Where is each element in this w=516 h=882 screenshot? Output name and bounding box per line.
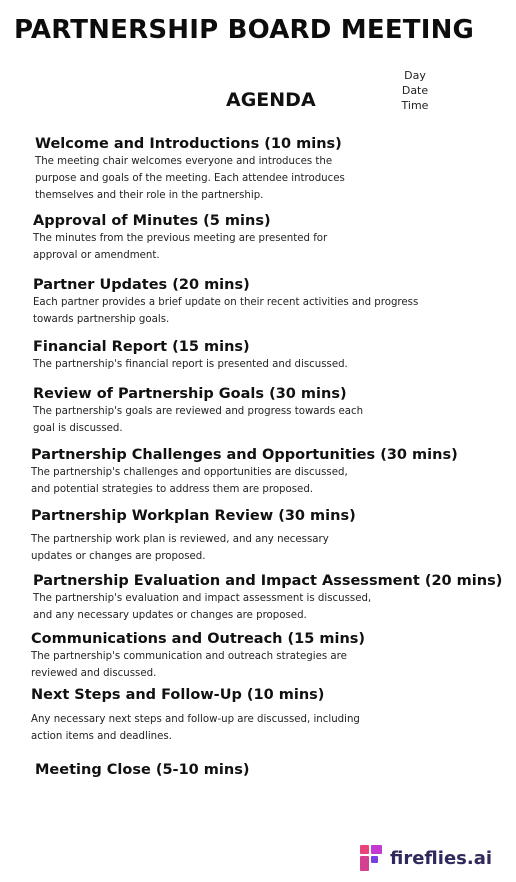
meta-time: Time bbox=[401, 99, 429, 112]
agenda-item-title: Approval of Minutes (5 mins) bbox=[33, 213, 271, 229]
agenda-item-desc: The partnership's challenges and opportunities are discussed, bbox=[31, 467, 348, 478]
agenda-item-approval bbox=[33, 212, 327, 264]
agenda-item-next-steps bbox=[31, 686, 360, 745]
agenda-item-title: Next Steps and Follow-Up (10 mins) bbox=[31, 687, 325, 703]
agenda-item-title: Financial Report (15 mins) bbox=[33, 339, 250, 355]
agenda-item-desc: towards partnership goals. bbox=[33, 314, 170, 325]
agenda-item-title: Meeting Close (5-10 mins) bbox=[35, 762, 250, 778]
fireflies-logo bbox=[360, 843, 492, 873]
meta-day: Day bbox=[404, 69, 426, 82]
agenda-item-title: Partner Updates (20 mins) bbox=[33, 277, 250, 293]
agenda-item-welcome bbox=[35, 135, 345, 204]
agenda-item-challenges bbox=[31, 446, 458, 498]
agenda-item-desc: The meeting chair welcomes everyone and introduces the bbox=[35, 156, 333, 167]
agenda-item-partner-updates bbox=[33, 276, 418, 328]
agenda-item-desc: The partnership's communication and outreach strategies are bbox=[31, 651, 347, 662]
agenda-item-desc: The partnership's evaluation and impact assessment is discussed, bbox=[33, 593, 372, 604]
agenda-item-desc: action items and deadlines. bbox=[31, 731, 172, 742]
agenda-item-title: Partnership Challenges and Opportunities (30 mins) bbox=[31, 447, 458, 463]
agenda-item-desc: The partnership's goals are reviewed and progress towards each bbox=[33, 406, 364, 417]
meeting-meta bbox=[398, 68, 432, 113]
fireflies-logo-icon bbox=[360, 845, 382, 871]
agenda-item-desc: updates or changes are proposed. bbox=[31, 551, 206, 562]
agenda-item-desc: approval or amendment. bbox=[33, 250, 160, 261]
agenda-item-title: Review of Partnership Goals (30 mins) bbox=[33, 386, 347, 402]
agenda-item-desc: The partnership work plan is reviewed, and any necessary bbox=[31, 534, 329, 545]
agenda-item-desc: goal is discussed. bbox=[33, 423, 123, 434]
agenda-item-desc: themselves and their role in the partnership. bbox=[35, 190, 264, 201]
agenda-item-meeting-close bbox=[35, 761, 249, 779]
agenda-item-title: Welcome and Introductions (10 mins) bbox=[35, 136, 342, 152]
agenda-item-title: Partnership Workplan Review (30 mins) bbox=[31, 508, 356, 524]
agenda-item-communications bbox=[31, 630, 365, 682]
agenda-item-goals-review bbox=[33, 385, 363, 437]
agenda-item-desc: and any necessary updates or changes are proposed. bbox=[33, 610, 307, 621]
logo-text: fireflies.ai bbox=[390, 847, 493, 869]
agenda-heading: AGENDA bbox=[226, 89, 316, 111]
agenda-item-desc: Each partner provides a brief update on their recent activities and progress bbox=[33, 297, 419, 308]
agenda-item-desc: reviewed and discussed. bbox=[31, 668, 157, 679]
agenda-item-financial-report bbox=[33, 338, 348, 373]
agenda-item-desc: and potential strategies to address them are proposed. bbox=[31, 484, 314, 495]
meta-date: Date bbox=[401, 84, 429, 97]
agenda-item-desc: Any necessary next steps and follow-up are discussed, including bbox=[31, 714, 360, 725]
agenda-item-workplan bbox=[31, 507, 356, 565]
agenda-item-title: Partnership Evaluation and Impact Assessment (20 mins) bbox=[33, 573, 503, 589]
agenda-item-desc: The partnership's financial report is presented and discussed. bbox=[33, 359, 348, 370]
agenda-item-title: Communications and Outreach (15 mins) bbox=[31, 631, 366, 647]
agenda-item-evaluation bbox=[33, 572, 502, 624]
agenda-item-desc: The minutes from the previous meeting are presented for bbox=[33, 233, 328, 244]
agenda-item-desc: purpose and goals of the meeting. Each attendee introduces bbox=[35, 173, 345, 184]
page-title: PARTNERSHIP BOARD MEETING bbox=[14, 15, 475, 45]
